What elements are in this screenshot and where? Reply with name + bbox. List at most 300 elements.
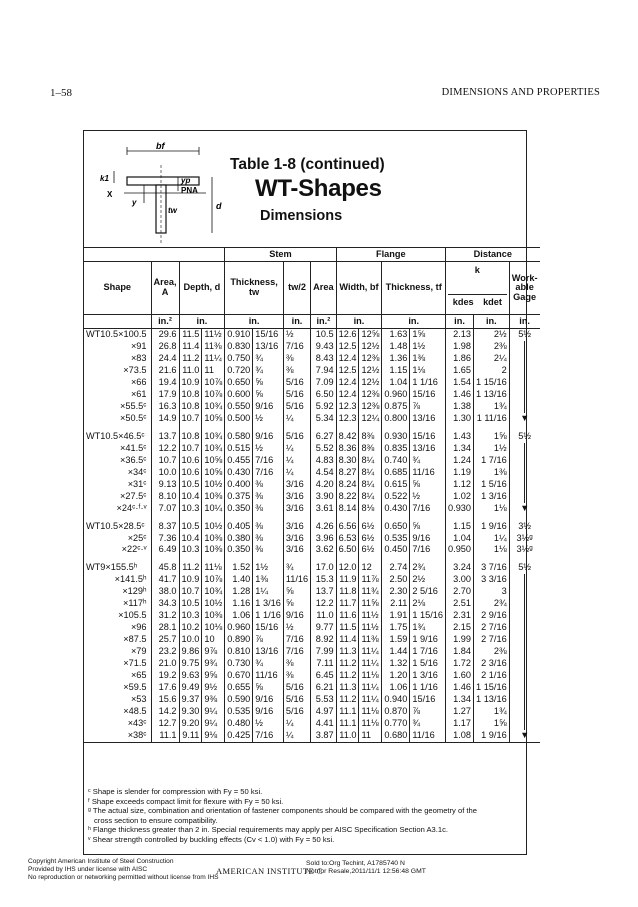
table-cell: 6.50 (311, 389, 336, 401)
table-cell: 1 15/16 (474, 682, 510, 694)
table-cell: 11.9 (336, 574, 359, 586)
table-cell: ×105.5 (118, 610, 147, 621)
table-cell: 25.7 (151, 634, 179, 646)
col-depth: Depth, d (179, 262, 225, 315)
table-cell: 12⅝ (359, 329, 382, 341)
table-cell: 11¼ (359, 646, 382, 658)
table-cell: 10⅛ (202, 622, 225, 634)
down-arrow-icon: ▼ (509, 730, 539, 742)
table-cell: 2⅜ (474, 646, 510, 658)
table-cell: 10.4 (179, 532, 202, 544)
table-cell: 41.7 (151, 574, 179, 586)
table-cell: 8.36 (336, 443, 359, 455)
table-row (84, 443, 540, 455)
gage-cell (509, 455, 539, 467)
table-cell: 8¼ (359, 455, 382, 467)
k1-label: k1 (100, 174, 109, 183)
table-cell: 12.3 (336, 413, 359, 425)
table-cell: 10.6 (179, 455, 202, 467)
table-cell: 11.6 (336, 610, 359, 622)
table-cell: 0.590 (225, 694, 253, 706)
table-cell: 1.86 (446, 353, 474, 365)
table-cell: ⅜ (253, 532, 284, 544)
table-cell: 1 3/16 (253, 598, 284, 610)
table-cell: ½ (253, 443, 284, 455)
unit-area: in.² (151, 315, 179, 329)
table-cell: 11.8 (336, 586, 359, 598)
table-cell: ¼ (283, 443, 310, 455)
table-cell: 6.27 (311, 431, 336, 443)
table-cell: 2½ (410, 574, 446, 586)
table-cell: 0.515 (225, 443, 253, 455)
table-cell: ×117ʰ (122, 598, 147, 609)
gage-cell: 3½ᵍ (509, 544, 539, 556)
table-caption: Dimensions (260, 208, 343, 224)
table-cell: 10.5 (311, 329, 336, 341)
table-cell: 5.52 (311, 443, 336, 455)
table-cell: 7/16 (410, 544, 446, 556)
table-cell: ×79 (130, 646, 147, 657)
table-cell: 0.770 (382, 718, 410, 730)
gage-cell (509, 646, 539, 658)
col-gage: Work-able Gage (509, 262, 539, 315)
table-cell: ⅝ (283, 598, 310, 610)
table-cell: 9.75 (179, 658, 202, 670)
table-cell: ¾ (410, 718, 446, 730)
table-cell: ⅝ (283, 586, 310, 598)
table-row (84, 544, 540, 556)
table-cell: 8⅛ (359, 503, 382, 515)
table-cell: 1.30 (446, 413, 474, 425)
table-cell: ⅝ (253, 682, 284, 694)
table-cell: 28.1 (151, 622, 179, 634)
gage-cell (509, 706, 539, 718)
table-cell: 11.1 (151, 730, 179, 742)
table-cell: 3.96 (311, 532, 336, 544)
table-cell: 1¼ (474, 532, 510, 544)
table-row (84, 574, 540, 586)
table-title: Table 1-8 (continued) (230, 156, 385, 173)
table-cell: 0.870 (382, 706, 410, 718)
table-cell: 11½ (359, 622, 382, 634)
table-cell: 11.2 (336, 670, 359, 682)
table-cell: 11.4 (179, 341, 202, 353)
table-cell: WT10.5×46.5ᶜ (86, 430, 145, 441)
table-cell: 8.43 (311, 353, 336, 365)
table-cell: 11¼ (202, 353, 225, 365)
table-cell: 6½ (359, 544, 382, 556)
x-label: X (107, 190, 113, 199)
table-cell: 0.350 (225, 544, 253, 556)
group-header-flange: Flange (336, 248, 445, 262)
gage-cell (509, 682, 539, 694)
table-cell: 16.3 (151, 401, 179, 413)
table-cell: 1.08 (446, 730, 474, 742)
table-cell: 10¾ (202, 443, 225, 455)
table-row (84, 634, 540, 646)
table-cell: ⅞ (410, 401, 446, 413)
table-cell: 1.84 (446, 646, 474, 658)
table-row (84, 694, 540, 706)
table-cell: 1 15/16 (474, 377, 510, 389)
table-cell: ⅝ (410, 521, 446, 533)
table-cell: 10⅜ (202, 610, 225, 622)
table-cell: 2.30 (382, 586, 410, 598)
down-arrow-icon: ▼ (509, 413, 539, 425)
table-cell: 10.9 (179, 377, 202, 389)
table-cell: 10.3 (179, 610, 202, 622)
table-cell: 10.0 (179, 634, 202, 646)
table-cell: 0.450 (382, 544, 410, 556)
table-cell: 1.20 (382, 670, 410, 682)
table-cell: 7/16 (283, 634, 310, 646)
table-cell: 0.740 (382, 455, 410, 467)
table-cell: 0.455 (225, 455, 253, 467)
unit-flange-thickness: in. (382, 315, 446, 329)
table-cell: 1.52 (225, 562, 253, 574)
table-cell: ½ (283, 329, 310, 341)
table-cell: 21.0 (151, 658, 179, 670)
table-cell: 1⅜ (253, 574, 284, 586)
table-cell: ×66 (130, 377, 147, 388)
table-cell: 12.2 (151, 443, 179, 455)
table-cell: 0.600 (225, 389, 253, 401)
pna-label: PNA (181, 186, 198, 195)
table-cell: ½ (253, 413, 284, 425)
unit-thickness: in. (225, 315, 284, 329)
table-cell: 15/16 (253, 622, 284, 634)
table-cell: 15/16 (410, 431, 446, 443)
table-cell: 10⅝ (202, 455, 225, 467)
table-cell: ×31ᶜ (127, 478, 147, 489)
table-cell: 11⅛ (359, 670, 382, 682)
table-cell: 2.74 (382, 562, 410, 574)
gage-cell (509, 443, 539, 455)
table-cell: 0.930 (382, 431, 410, 443)
table-cell: 10.7 (179, 443, 202, 455)
table-cell: 11¼ (359, 682, 382, 694)
table-row (84, 718, 540, 730)
table-cell: 15.3 (311, 574, 336, 586)
table-subtitle: WT-Shapes (255, 175, 382, 202)
table-cell: WT9×155.5ʰ (86, 562, 138, 573)
table-cell: ×43ᶜ (127, 718, 147, 729)
table-cell: 2½ (474, 329, 510, 341)
table-cell: ¾ (253, 353, 284, 365)
table-cell: 3.90 (311, 491, 336, 503)
table-cell: 10.6 (179, 467, 202, 479)
table-cell: ×91 (130, 341, 147, 352)
table-cell: 0.650 (225, 377, 253, 389)
table-cell: 1⅛ (410, 365, 446, 377)
col-k (446, 262, 510, 315)
table-row (84, 658, 540, 670)
table-cell: 1 1/16 (410, 377, 446, 389)
unit-width: in. (336, 315, 382, 329)
table-cell: 45.8 (151, 562, 179, 574)
wt-section-diagram (94, 141, 244, 251)
table-cell: 3.00 (446, 574, 474, 586)
table-cell: 7/16 (253, 467, 284, 479)
col-k-label: k (474, 265, 480, 275)
table-cell: 11.4 (336, 634, 359, 646)
table-cell: 10⅜ (202, 544, 225, 556)
table-cell: 5/16 (283, 431, 310, 443)
table-cell: 2 3/16 (474, 658, 510, 670)
table-cell: ×141.5ʰ (114, 574, 147, 585)
table-cell: 10.5 (179, 521, 202, 533)
table-cell: 11¼ (359, 658, 382, 670)
gage-cell (509, 622, 539, 634)
table-cell: 10.9 (179, 574, 202, 586)
table-cell: 7.99 (311, 646, 336, 658)
table-cell: 3 3/16 (474, 574, 510, 586)
table-cell: 1 13/16 (474, 694, 510, 706)
table-cell: ×48.5 (123, 706, 147, 717)
table-cell: 9.86 (179, 646, 202, 658)
table-cell: 10.8 (179, 389, 202, 401)
table-cell: 8.27 (336, 467, 359, 479)
table-cell: ×53 (130, 694, 147, 705)
table-cell: 0.405 (225, 521, 253, 533)
table-cell: 10⅝ (202, 413, 225, 425)
page-number: 1–58 (50, 87, 72, 99)
table-cell: ×36.5ᶜ (120, 454, 147, 465)
table-cell: 10¾ (202, 401, 225, 413)
table-cell: 12½ (359, 377, 382, 389)
table-cell: ×65 (130, 670, 147, 681)
table-cell: 15/16 (410, 389, 446, 401)
table-cell: 9¼ (202, 718, 225, 730)
table-cell: ×73.5 (123, 365, 147, 376)
table-cell: 0.500 (225, 413, 253, 425)
note-c: ᶜ Shape is slender for compression with Fy = 50 ksi. (88, 787, 263, 796)
table-cell: 1.99 (446, 634, 474, 646)
table-cell: 10.5 (179, 598, 202, 610)
table-row (84, 706, 540, 718)
table-cell: 10⅝ (202, 467, 225, 479)
table-cell: 0.550 (225, 401, 253, 413)
table-cell: 1⅜ (474, 467, 510, 479)
table-cell: 3/16 (283, 521, 310, 533)
table-cell: 11¾ (359, 586, 382, 598)
table-cell: 1.15 (382, 365, 410, 377)
table-cell: 14.9 (151, 413, 179, 425)
table-cell: 19.4 (151, 377, 179, 389)
table-cell: 13/16 (410, 443, 446, 455)
gage-cell (509, 574, 539, 586)
table-cell: 26.8 (151, 341, 179, 353)
table-cell: 2.11 (382, 598, 410, 610)
table-cell: ⅜ (253, 521, 284, 533)
table-cell: 21.6 (151, 365, 179, 377)
table-cell: 6½ (359, 521, 382, 533)
table-cell: ×55.5ᶜ (120, 401, 147, 412)
table-cell: 10⅞ (202, 389, 225, 401)
table-cell: 1.19 (446, 467, 474, 479)
table-frame (83, 130, 538, 855)
table-cell: 0.680 (382, 730, 410, 742)
table-cell: 2.51 (446, 598, 474, 610)
table-cell: 5.92 (311, 401, 336, 413)
table-cell: 9.11 (179, 730, 202, 742)
table-cell: 11⅛ (359, 718, 382, 730)
table-cell: 17.6 (151, 682, 179, 694)
table-row (84, 521, 540, 533)
table-cell: 5/16 (283, 694, 310, 706)
table-cell: 9/16 (283, 610, 310, 622)
table-cell: 8⅜ (359, 431, 382, 443)
table-cell: 14.2 (151, 706, 179, 718)
table-cell: 1½ (410, 341, 446, 353)
table-cell: ¼ (283, 413, 310, 425)
table-cell: 3.62 (311, 544, 336, 556)
table-cell: 1.75 (382, 622, 410, 634)
table-cell: ×24ᶜ·ᶠ·ᵛ (116, 502, 147, 513)
table-cell: 0.670 (225, 670, 253, 682)
table-cell: 1.34 (446, 694, 474, 706)
table-cell: 11½ (202, 329, 225, 341)
table-row (84, 532, 540, 544)
table-row (84, 353, 540, 365)
table-cell: 9.13 (151, 479, 179, 491)
table-row (84, 562, 540, 574)
table-cell: 4.20 (311, 479, 336, 491)
table-cell: ×34ᶜ (127, 466, 147, 477)
table-cell: 29.6 (151, 329, 179, 341)
table-cell: 13/16 (410, 413, 446, 425)
table-cell: 12.7 (151, 718, 179, 730)
table-cell: ⅜ (253, 491, 284, 503)
table-cell: 3/16 (283, 544, 310, 556)
table-cell: 10¾ (202, 586, 225, 598)
table-cell: 11.0 (336, 730, 359, 742)
table-cell: 11.7 (336, 598, 359, 610)
table-cell: 0.535 (382, 532, 410, 544)
table-cell: ×87.5 (123, 634, 147, 645)
table-cell: ×83 (130, 353, 147, 364)
table-cell: 9¾ (202, 658, 225, 670)
footer-not-for-resale: Not for Resale,2011/11/1 12:56:48 GMT (306, 868, 426, 876)
table-cell: 17.0 (311, 562, 336, 574)
table-cell: 9.20 (179, 718, 202, 730)
footer-line-1: Copyright American Institute of Steel Construction (28, 858, 174, 865)
table-cell: 12.5 (336, 341, 359, 353)
unit-depth: in. (179, 315, 225, 329)
table-cell: 1 11/16 (474, 413, 510, 425)
table-cell: 9⅞ (202, 646, 225, 658)
table-cell: 4.26 (311, 521, 336, 533)
col-stem-area: Area (311, 262, 336, 315)
table-cell: 9/16 (253, 706, 284, 718)
table-cell: 2 9/16 (474, 610, 510, 622)
table-cell: WT10.5×28.5ᶜ (86, 520, 145, 531)
table-cell: 11⅜ (202, 341, 225, 353)
table-cell: 9/16 (253, 694, 284, 706)
table-row (84, 646, 540, 658)
table-cell: 12⅜ (359, 389, 382, 401)
table-cell: 1½ (474, 443, 510, 455)
table-cell: ×71.5 (123, 658, 147, 669)
table-cell: 9.49 (179, 682, 202, 694)
footer-publisher: AMERICAN INSTITUTE C (216, 866, 323, 876)
table-cell: 0.810 (225, 646, 253, 658)
table-cell: 7.09 (311, 377, 336, 389)
table-cell: 12.0 (336, 562, 359, 574)
table-cell: 1 13/16 (474, 389, 510, 401)
table-row (84, 365, 540, 377)
table-cell: 9.43 (311, 341, 336, 353)
unit-gage: in. (509, 315, 539, 329)
table-cell: 7/16 (253, 455, 284, 467)
table-cell: 0.380 (225, 532, 253, 544)
table-cell: 1⅜ (410, 353, 446, 365)
table-cell: 7.07 (151, 503, 179, 515)
table-cell: 1 7/16 (474, 455, 510, 467)
table-cell: 7/16 (410, 503, 446, 515)
table-cell: 0.480 (225, 718, 253, 730)
table-cell: 2.31 (446, 610, 474, 622)
table-cell: 23.2 (151, 646, 179, 658)
table-cell: 3.87 (311, 730, 336, 742)
note-f: ᶠ Shape exceeds compact limit for flexure with Fy = 50 ksi. (88, 796, 284, 806)
table-cell: 6.49 (151, 544, 179, 556)
table-cell: ⅝ (253, 377, 284, 389)
gage-cell (509, 341, 539, 353)
unit-half-tw: in. (283, 315, 310, 329)
table-cell: 1.36 (382, 353, 410, 365)
table-cell: 11.3 (336, 646, 359, 658)
table-cell: 11⅞ (359, 574, 382, 586)
footer-line-2: Provided by IHS under license with AISC (28, 866, 148, 874)
table-cell: 5/16 (283, 389, 310, 401)
table-row (84, 431, 540, 443)
table-cell: 13/16 (253, 341, 284, 353)
table-cell: 0.685 (382, 467, 410, 479)
table-cell: 0.655 (225, 682, 253, 694)
note-g: ᵍ The actual size, combination and orientation of fastener components should be compared with the geometry of the (88, 806, 477, 816)
table-cell: 1.28 (225, 586, 253, 598)
table-cell: 1.54 (446, 377, 474, 389)
table-cell: 11.1 (336, 718, 359, 730)
table-cell: 10.4 (179, 491, 202, 503)
table-cell: 9/16 (410, 532, 446, 544)
table-cell: 1.17 (446, 718, 474, 730)
table-cell: 9/16 (253, 431, 284, 443)
table-cell: 1.32 (382, 658, 410, 670)
note-g-cont: cross section to ensure compatibility. (94, 815, 218, 825)
table-cell: 10⅜ (202, 491, 225, 503)
table-cell: 1.40 (225, 574, 253, 586)
table-row (84, 598, 540, 610)
note-h: ʰ Flange thickness greater than 2 in. Special requirements may apply per AISC Specification Section A3.1c. (88, 825, 449, 835)
table-cell: 7/16 (283, 341, 310, 353)
table-row (84, 586, 540, 598)
table-cell: 8¼ (359, 467, 382, 479)
table-cell: 1¾ (474, 706, 510, 718)
table-cell: 4.54 (311, 467, 336, 479)
table-cell: 10.7 (179, 413, 202, 425)
gage-cell (509, 670, 539, 682)
table-cell: 2.70 (446, 586, 474, 598)
table-cell: 1 9/16 (474, 730, 510, 742)
section-title: DIMENSIONS AND PROPERTIES (441, 87, 600, 98)
table-cell: 1.12 (446, 479, 474, 491)
table-cell: 15/16 (253, 329, 284, 341)
table-cell: ×96 (130, 622, 147, 633)
table-cell: 1¾ (474, 401, 510, 413)
table-cell: 6.50 (336, 544, 359, 556)
